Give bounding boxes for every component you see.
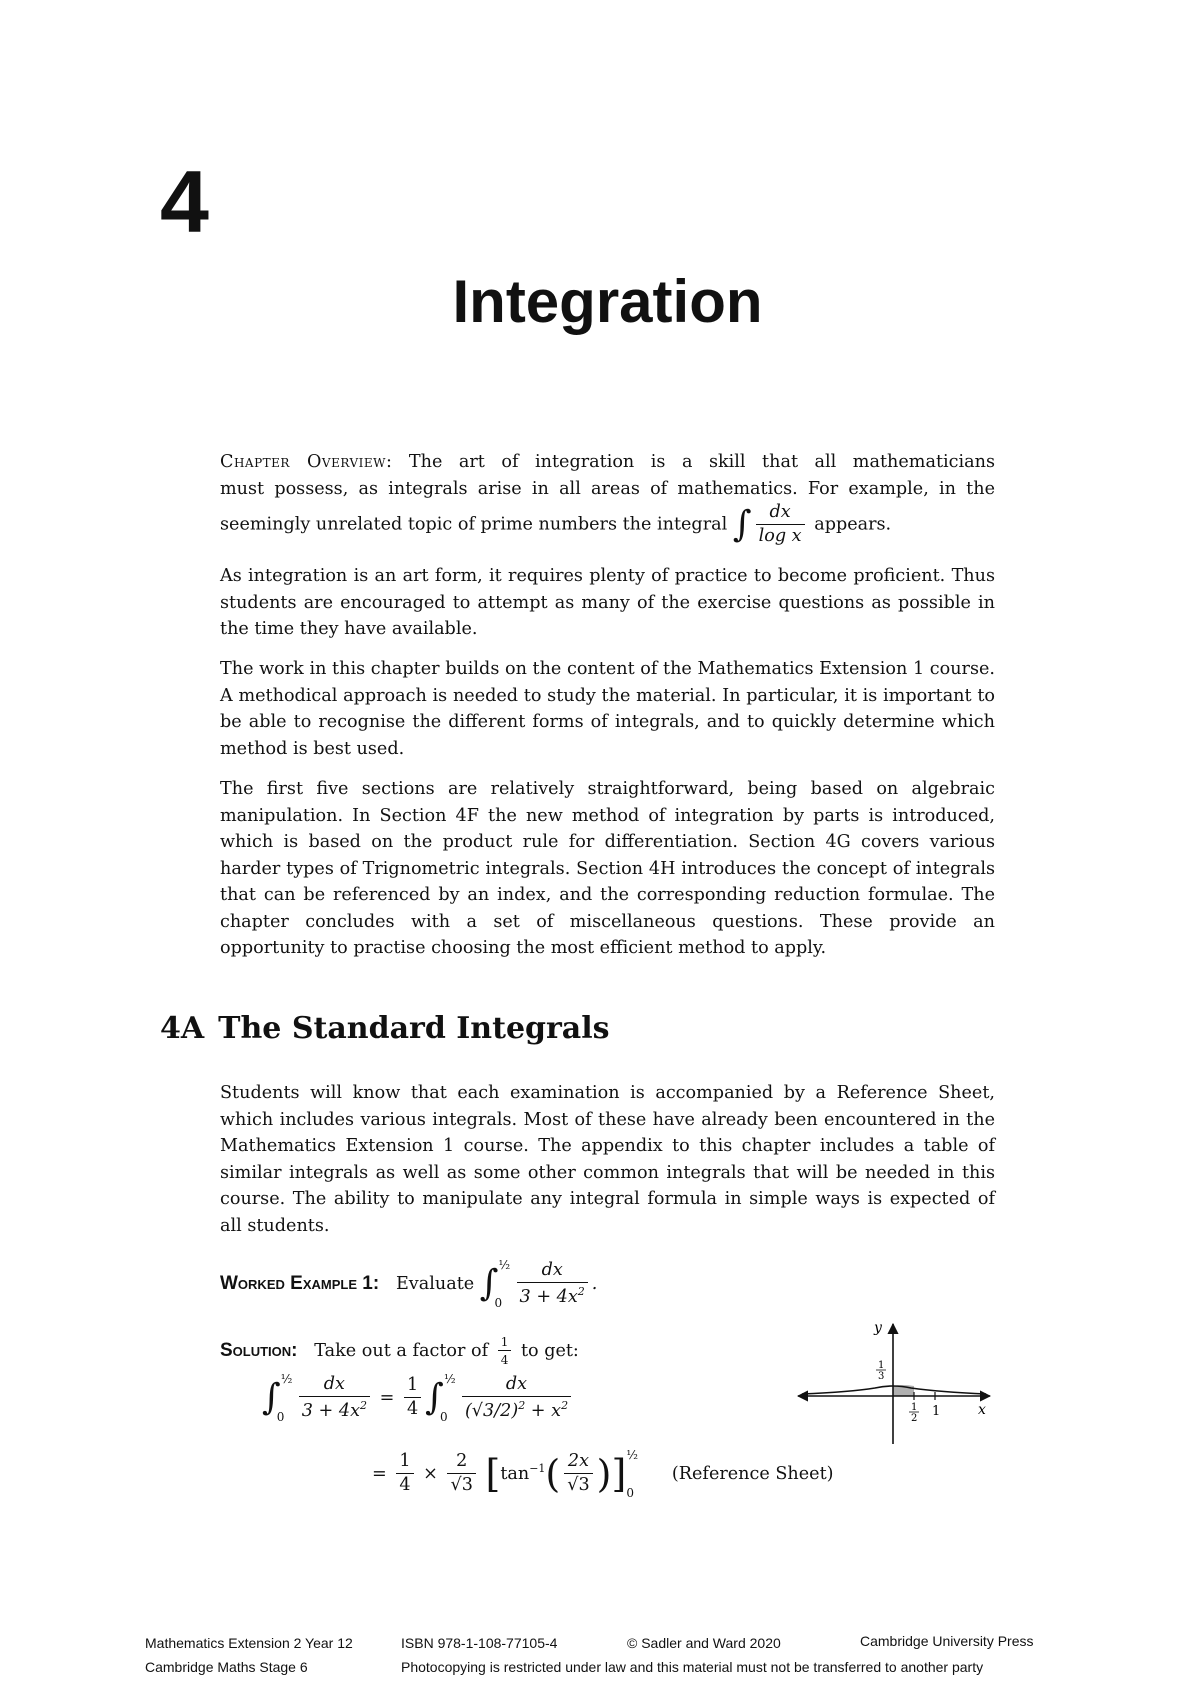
solution-step-1: ∫ ½ 0 $\frac{dx}{3 + 4x^2}$ = $\frac{1}{4}$ ∫ ½ 0 $\frac{dx}{(√3/2)^2 + x^2}$ [262, 1376, 575, 1420]
overview-paragraph-1 [220, 449, 995, 545]
graph-tick-one: 1 [932, 1404, 941, 1419]
svg-text:2: 2 [911, 1413, 918, 1424]
curve-graph [790, 1318, 1000, 1448]
reference-note: (Reference Sheet) [671, 1464, 834, 1484]
worked-example-label: Worked Example 1: [220, 1273, 380, 1295]
chapter-number: 4 [160, 152, 209, 251]
overview-line-1: The art of integration is a skill that all mathematicians [408, 452, 995, 472]
graph-tick-third [876, 1360, 886, 1382]
solution-line [220, 1336, 579, 1366]
overview-line-3: seemingly unrelated topic of prime numbers the integral [220, 514, 728, 535]
overview-line-3-end: appears. [814, 514, 892, 535]
footer-series: Cambridge Maths Stage 6 [145, 1659, 308, 1675]
solution-step-2: = $\frac{1}{4}$ × $\frac{2}{√3}$ [$\tan^{-1}$( $\frac{2x}{√3}$ )] ½ 0 (Reference Sheet) [372, 1448, 834, 1500]
footer-notice: Photocopying is restricted under law and this material must not be transferred to another party [401, 1659, 984, 1675]
graph-x-label: x [978, 1402, 986, 1418]
solution-text-a: Take out a factor of [314, 1341, 489, 1361]
evaluate-text: Evaluate [395, 1274, 475, 1295]
example-integral: ∫ ½ 0 $\frac{dx}{3 + 4x^2}$ . [479, 1258, 598, 1311]
solution-label: Solution: [220, 1340, 298, 1361]
overview-paragraph-2: As integration is an art form, it requires plenty of practice to become proficient. Thus students are encouraged to attempt as many of the exercise questions as possible in the time they have available. [220, 566, 995, 639]
footer-publisher: Cambridge University Press [860, 1633, 1034, 1649]
worked-example [220, 1258, 598, 1311]
footer-copyright: © Sadler and Ward 2020 [627, 1635, 781, 1651]
chapter-title: Integration [452, 268, 763, 335]
svg-text:3: 3 [878, 1371, 885, 1382]
overview-line-2: must possess, as integrals arise in all areas of mathematics. For example, in the [220, 478, 995, 499]
section-number: 4A [160, 1011, 205, 1046]
svg-text:1: 1 [878, 1360, 885, 1371]
overview-paragraph-4: The first five sections are relatively straightforward, being based on algebraic manipulation. In Section 4F the new method of integration by parts is introduced, which is based on the product rule for differentiation. Section 4G covers various harder types of Trignometric integrals. Section 4H introduces the concept of integrals that can be referenced by an index, and the corresponding reduction formulae. The chapter concludes with a set of miscellaneous questions. These provide an opportunity to practise choosing the most efficient method to apply. [220, 779, 995, 958]
section-heading [160, 1011, 610, 1046]
prime-integral: ∫ $\frac{dx}{\text{log x}}$ [733, 515, 809, 535]
footer-book: Mathematics Extension 2 Year 12 [145, 1635, 353, 1651]
overview-label: Chapter Overview: [220, 452, 393, 472]
overview-paragraph-3: The work in this chapter builds on the content of the Mathematics Extension 1 course. A methodical approach is needed to study the material. In particular, it is important to be able to recognise the different forms of integrals, and to quickly determine which method is best used. [220, 659, 995, 759]
svg-text:1: 1 [911, 1402, 918, 1413]
section-paragraph-1: Students will know that each examination is accompanied by a Reference Sheet, which includes various integrals. Most of these have already been encountered in the Mathematics Extension 1 course. The appendix to this chapter includes a table of similar integrals as well as some other common integrals that will be needed in this course. The ability to manipulate any integral formula in simple ways is expected of all students. [220, 1083, 995, 1236]
section-title: The Standard Integrals [218, 1011, 610, 1046]
footer-isbn: ISBN 978-1-108-77105-4 [401, 1635, 558, 1651]
graph-tick-half [909, 1402, 919, 1424]
graph-y-label: y [874, 1320, 882, 1336]
factor-quarter: $\frac{1}{4}$ [498, 1336, 512, 1366]
solution-text-b: to get: [520, 1341, 579, 1361]
